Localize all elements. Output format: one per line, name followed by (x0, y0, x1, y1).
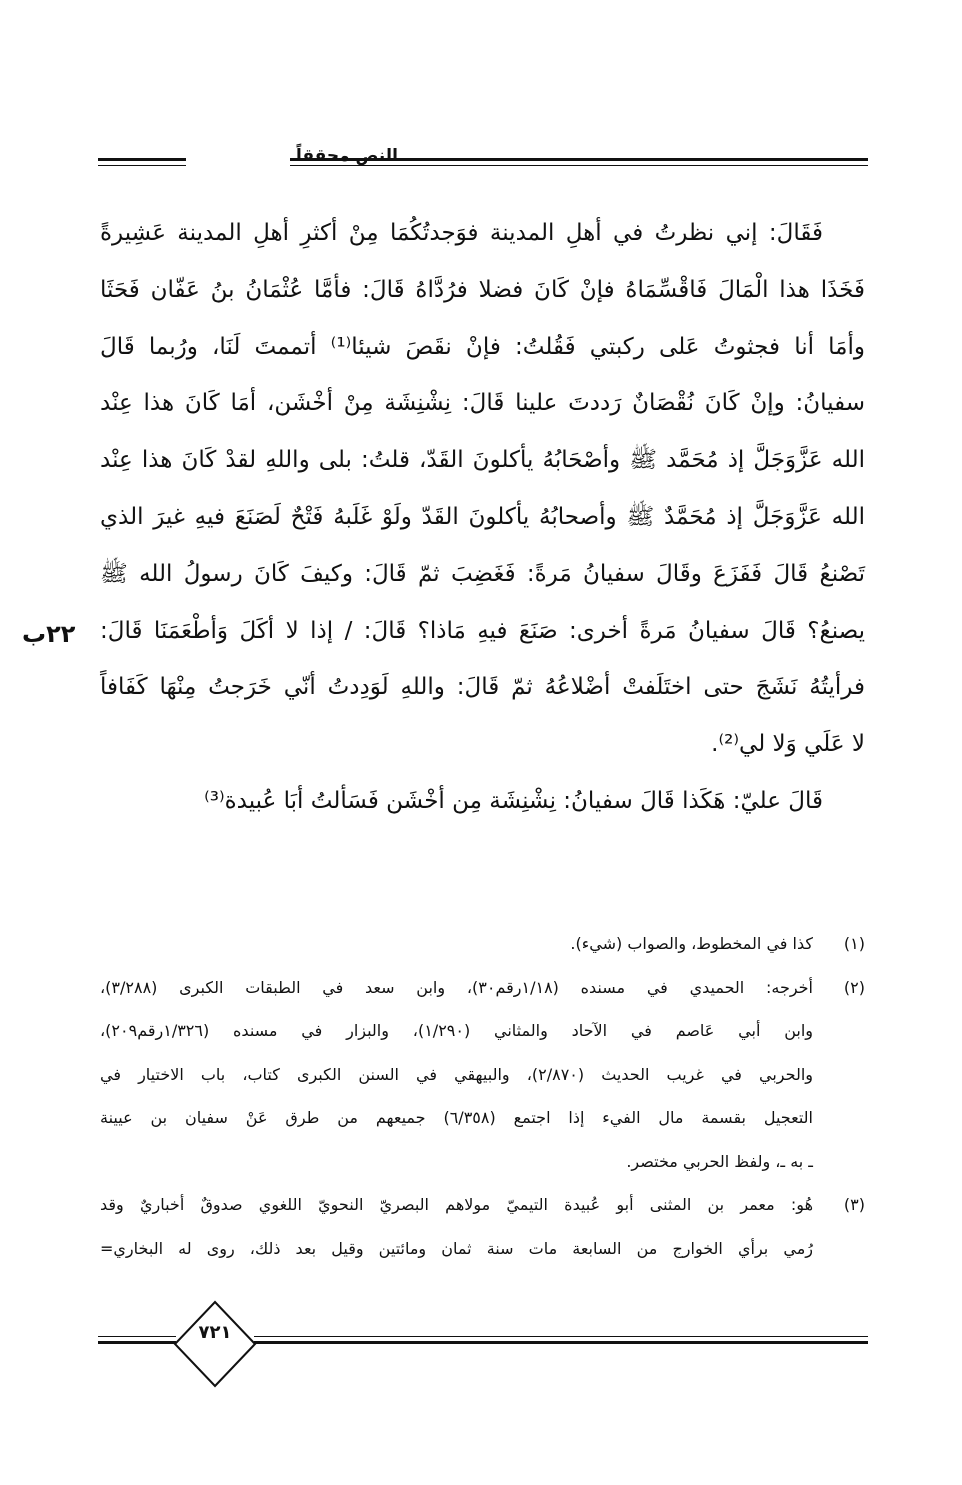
footnote-number: (٣) (843, 1195, 865, 1214)
text-line: تَصْنعُ قَالَ فَفَزَعَ وقَالَ سفيانُ مَرةً: فَغَضِبَ ثمّ قَالَ: وكيفَ كَانَ رسولُ الله ﷺ (100, 560, 865, 587)
main-text (100, 205, 865, 830)
page-footer (98, 1300, 868, 1390)
running-header (98, 146, 868, 176)
manuscript-folio-marker: ٢٢ب (22, 620, 76, 648)
header-rule-left (98, 158, 186, 166)
footnote (100, 1183, 865, 1270)
text-line: فَخَذَا هذا الْمَالَ فَاقْسِّمَاهُ فإنْ كَانَ فضلا فرُدَّاهُ قَالَ: فأمَّا عُثْمَانُ بنُ عَفّان فَحَثَا (100, 276, 865, 303)
text-line: الله عَزَّوَجَلَّ إذ مُحَمَّد ﷺ وأصْحَابُهُ يأكلونَ القَدّ، قلتُ: بلى واللهِ لقدْ كَانَ هذا عِنْد (100, 447, 865, 474)
footnote-line: رُمي برأي الخوارج من السابعة مات سنة ثمان ومائتين وقيل بعد ذلك، روى له البخاري= (100, 1238, 813, 1258)
header-title: النص محققاً (296, 146, 398, 166)
footer-rule-left (98, 1336, 176, 1344)
text-line: فَقَالَ: إني نظرتُ في أهلِ المدينة فوَجدتُكُمَا مِنْ أكثرِ أهلِ المدينة عَشِيرةً (100, 220, 823, 246)
footnote-number: (٢) (843, 977, 865, 997)
footnote-line: أخرجه: الحميدي في مسنده (١/١٨رقم٣٠)، وابن سعد في الطبقات الكبرى (٣/٢٨٨)، (100, 977, 813, 997)
footnote-line: هُو: معمر بن المثنى أبو عُبيدة التيميّ مولاهم البصريّ النحويّ اللغوي صدوقٌ أخباريٌ وقد (100, 1195, 813, 1214)
header-rule-right (290, 158, 868, 166)
text-line: سفيانُ: وإنْ كَانَ نُقْصَانٌ رَددتَ علينا قَالَ: نِشْنِشَة مِنْ أخْشَن، أمَا كَانَ هذا عِنْد (100, 390, 865, 417)
footnotes (100, 922, 865, 1270)
footnote-line: التعجيل بقسمة مال الفيء إذا اجتمع (٦/٣٥٨) جميعهم من طرق عَنْ سفيان بن عيينة (100, 1108, 814, 1127)
footnote-line: ـ به ـ، ولفظ الحربي مختصر. (626, 1151, 813, 1171)
footnote-line: والحربي في غريب الحديث (٢/٨٧٠)، والبيهقي في السنن الكبرى كتاب، باب الاختيار في (100, 1064, 813, 1084)
text-line: فرأيتُهُ نَشَجَ حتى اختَلَفتْ أضْلاعُهُ ثمّ قَالَ: واللهِ لَوَدِدتُ أنّي خَرَجتُ مِنْهَا كَفَافاً (100, 674, 865, 701)
footnote-number: (١) (843, 934, 865, 953)
footnote-line: وابن أبي عَاصم في الآحاد والمثاني (١/٢٩٠)، والبزار في مسنده (١/٣٢٦رقم٢٠٩)، (100, 1021, 814, 1040)
footnote-line: كذا في المخطوط، والصواب (شيء). (570, 934, 813, 953)
page-number: ٧٢١ (198, 1322, 232, 1343)
text-line: لا عَلَي وَلا لي⁽²⁾. (711, 731, 865, 758)
text-line: الله عَزَّوَجَلَّ إذ مُحَمَّدٌ ﷺ وأصحابُهُ يأكلونَ القَدّ ولَوْ غَلَبهُ فَتْحٌ لَصَنَعَ فيهِ غيرَ الذي (100, 503, 865, 530)
footnote (100, 966, 865, 1184)
text-line: قَالَ عليّ: هَكَذا قَالَ سفيانُ: نِشْنِشَة مِن أخْشَن فَسَألتُ أبَا عُبيدة⁽³⁾ (204, 787, 823, 814)
footnote (100, 922, 865, 966)
text-line: وأمَا أنا فجثوتُ عَلى ركبتي فَقُلتُ: فإنْ نقَصَ شيئا⁽¹⁾ أتممتَ لَنَا، ورُبما قَالَ (100, 333, 865, 360)
page-number-diamond (173, 1300, 257, 1390)
footer-rule-right (254, 1336, 868, 1344)
text-line: يصنعُ؟ قَالَ سفيانُ مَرةً أخرى: صَنَعَ فيهِ مَاذا؟ قَالَ: / إذا لا أكَلَ وَأطْعَمَنَا قَالَ: (100, 617, 865, 644)
